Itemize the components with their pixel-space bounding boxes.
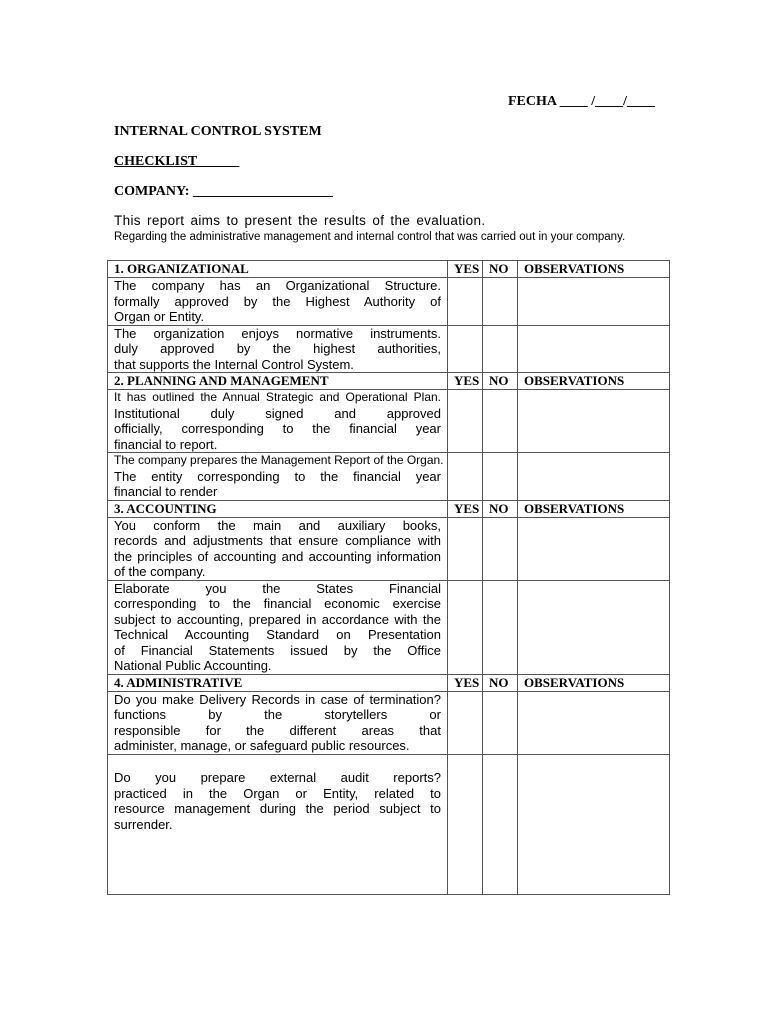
yes-answer-cell[interactable] (448, 580, 483, 674)
question-line: corresponding to the financial economic exercise (114, 596, 441, 611)
question-text (108, 453, 448, 501)
question-line: Organ or Entity. (114, 309, 205, 324)
observations-column-header: OBSERVATIONS (518, 373, 670, 390)
yes-answer-cell[interactable] (448, 453, 483, 501)
observations-column-header: OBSERVATIONS (518, 261, 670, 278)
section-title: 4. ADMINISTRATIVE (108, 674, 448, 691)
checklist-question-row (108, 453, 670, 501)
no-answer-cell[interactable] (483, 754, 518, 894)
checklist-question-row (108, 325, 670, 373)
question-line: officially, corresponding to the financial year (114, 421, 441, 436)
question-line: The organization enjoys normative instruments. (114, 325, 441, 341)
checklist-question-row (108, 390, 670, 453)
question-line: It has outlined the Annual Strategic and Operational Plan. (114, 390, 441, 404)
observations-cell[interactable] (518, 453, 670, 501)
observations-cell[interactable] (518, 390, 670, 453)
section-title: 1. ORGANIZATIONAL (108, 261, 448, 278)
question-text (108, 517, 448, 580)
intro-sentence: This report aims to present the results of the evaluation. (114, 213, 486, 228)
observations-cell[interactable] (518, 278, 670, 326)
no-answer-cell[interactable] (483, 325, 518, 373)
question-line: The company has an Organizational Structure. (114, 278, 441, 293)
yes-answer-cell[interactable] (448, 390, 483, 453)
section-title: 3. ACCOUNTING (108, 500, 448, 517)
no-column-header: NO (483, 674, 518, 691)
question-line: financial to render (114, 484, 218, 499)
section-header-row (108, 261, 670, 278)
question-line: The entity corresponding to the financial year (114, 468, 441, 484)
question-text (108, 390, 448, 453)
question-text (108, 580, 448, 674)
checklist-question-row (108, 517, 670, 580)
yes-column-header: YES (448, 674, 483, 691)
question-line: practiced in the Organ or Entity, related to (114, 785, 441, 801)
yes-answer-cell[interactable] (448, 517, 483, 580)
company-field-label: COMPANY: ____________________ (114, 184, 333, 199)
observations-cell[interactable] (518, 691, 670, 754)
question-line: administer, manage, or safeguard public resources. (114, 738, 410, 753)
question-line: Do you prepare external audit reports? (114, 770, 441, 785)
checklist-question-row (108, 754, 670, 894)
question-line: formally approved by the Highest Authority of (114, 293, 441, 309)
question-text (108, 691, 448, 754)
question-line: Institutional duly signed and approved (114, 405, 441, 421)
section-header-row (108, 674, 670, 691)
question-line: surrender. (114, 816, 173, 832)
observations-cell[interactable] (518, 325, 670, 373)
no-answer-cell[interactable] (483, 517, 518, 580)
checklist-question-row (108, 691, 670, 754)
intro-subtext: Regarding the administrative management and internal control that was carried out in your company. (114, 231, 626, 243)
yes-answer-cell[interactable] (448, 278, 483, 326)
yes-column-header: YES (448, 500, 483, 517)
question-line: responsible for the different areas that (114, 722, 441, 738)
no-answer-cell[interactable] (483, 453, 518, 501)
question-line: duly approved by the highest authorities, (114, 341, 441, 356)
checklist-question-row (108, 580, 670, 674)
question-line: National Public Accounting. (114, 658, 272, 673)
yes-answer-cell[interactable] (448, 325, 483, 373)
no-column-header: NO (483, 261, 518, 278)
checklist-question-row (108, 278, 670, 326)
observations-cell[interactable] (518, 517, 670, 580)
no-answer-cell[interactable] (483, 390, 518, 453)
yes-answer-cell[interactable] (448, 754, 483, 894)
question-line: records and adjustments that ensure compliance with (114, 533, 441, 548)
question-text (108, 754, 448, 894)
question-line: resource management during the period subject to (114, 801, 441, 816)
question-line: financial to report. (114, 436, 218, 452)
no-column-header: NO (483, 500, 518, 517)
no-column-header: NO (483, 373, 518, 390)
no-answer-cell[interactable] (483, 278, 518, 326)
question-text (108, 278, 448, 326)
question-line: the principles of accounting and accounting information (114, 548, 441, 564)
observations-column-header: OBSERVATIONS (518, 674, 670, 691)
section-header-row (108, 500, 670, 517)
question-line (114, 755, 441, 771)
yes-column-header: YES (448, 261, 483, 278)
observations-cell[interactable] (518, 580, 670, 674)
question-line: subject to accounting, prepared in accordance with the (114, 611, 441, 627)
section-title: 2. PLANNING AND MANAGEMENT (108, 373, 448, 390)
question-line: The company prepares the Management Report of the Organ. (114, 453, 444, 467)
question-line: Elaborate you the States Financial (114, 580, 441, 596)
question-line: Technical Accounting Standard on Presentation (114, 627, 441, 642)
section-header-row (108, 373, 670, 390)
question-line: Do you make Delivery Records in case of termination? (114, 691, 441, 707)
no-answer-cell[interactable] (483, 691, 518, 754)
question-text (108, 325, 448, 373)
checklist-table (107, 260, 670, 895)
observations-cell[interactable] (518, 754, 670, 894)
question-line: functions by the storytellers or (114, 707, 441, 722)
checklist-heading: CHECKLIST______ (114, 154, 240, 169)
document-title: INTERNAL CONTROL SYSTEM (114, 124, 322, 139)
question-line: that supports the Internal Control System. (114, 356, 354, 372)
date-field-label: FECHA ____ /____/____ (508, 94, 656, 109)
observations-column-header: OBSERVATIONS (518, 500, 670, 517)
question-line: of Financial Statements issued by the Office (114, 642, 441, 658)
yes-column-header: YES (448, 373, 483, 390)
no-answer-cell[interactable] (483, 580, 518, 674)
yes-answer-cell[interactable] (448, 691, 483, 754)
question-line: You conform the main and auxiliary books, (114, 517, 441, 533)
question-line: of the company. (114, 564, 206, 579)
